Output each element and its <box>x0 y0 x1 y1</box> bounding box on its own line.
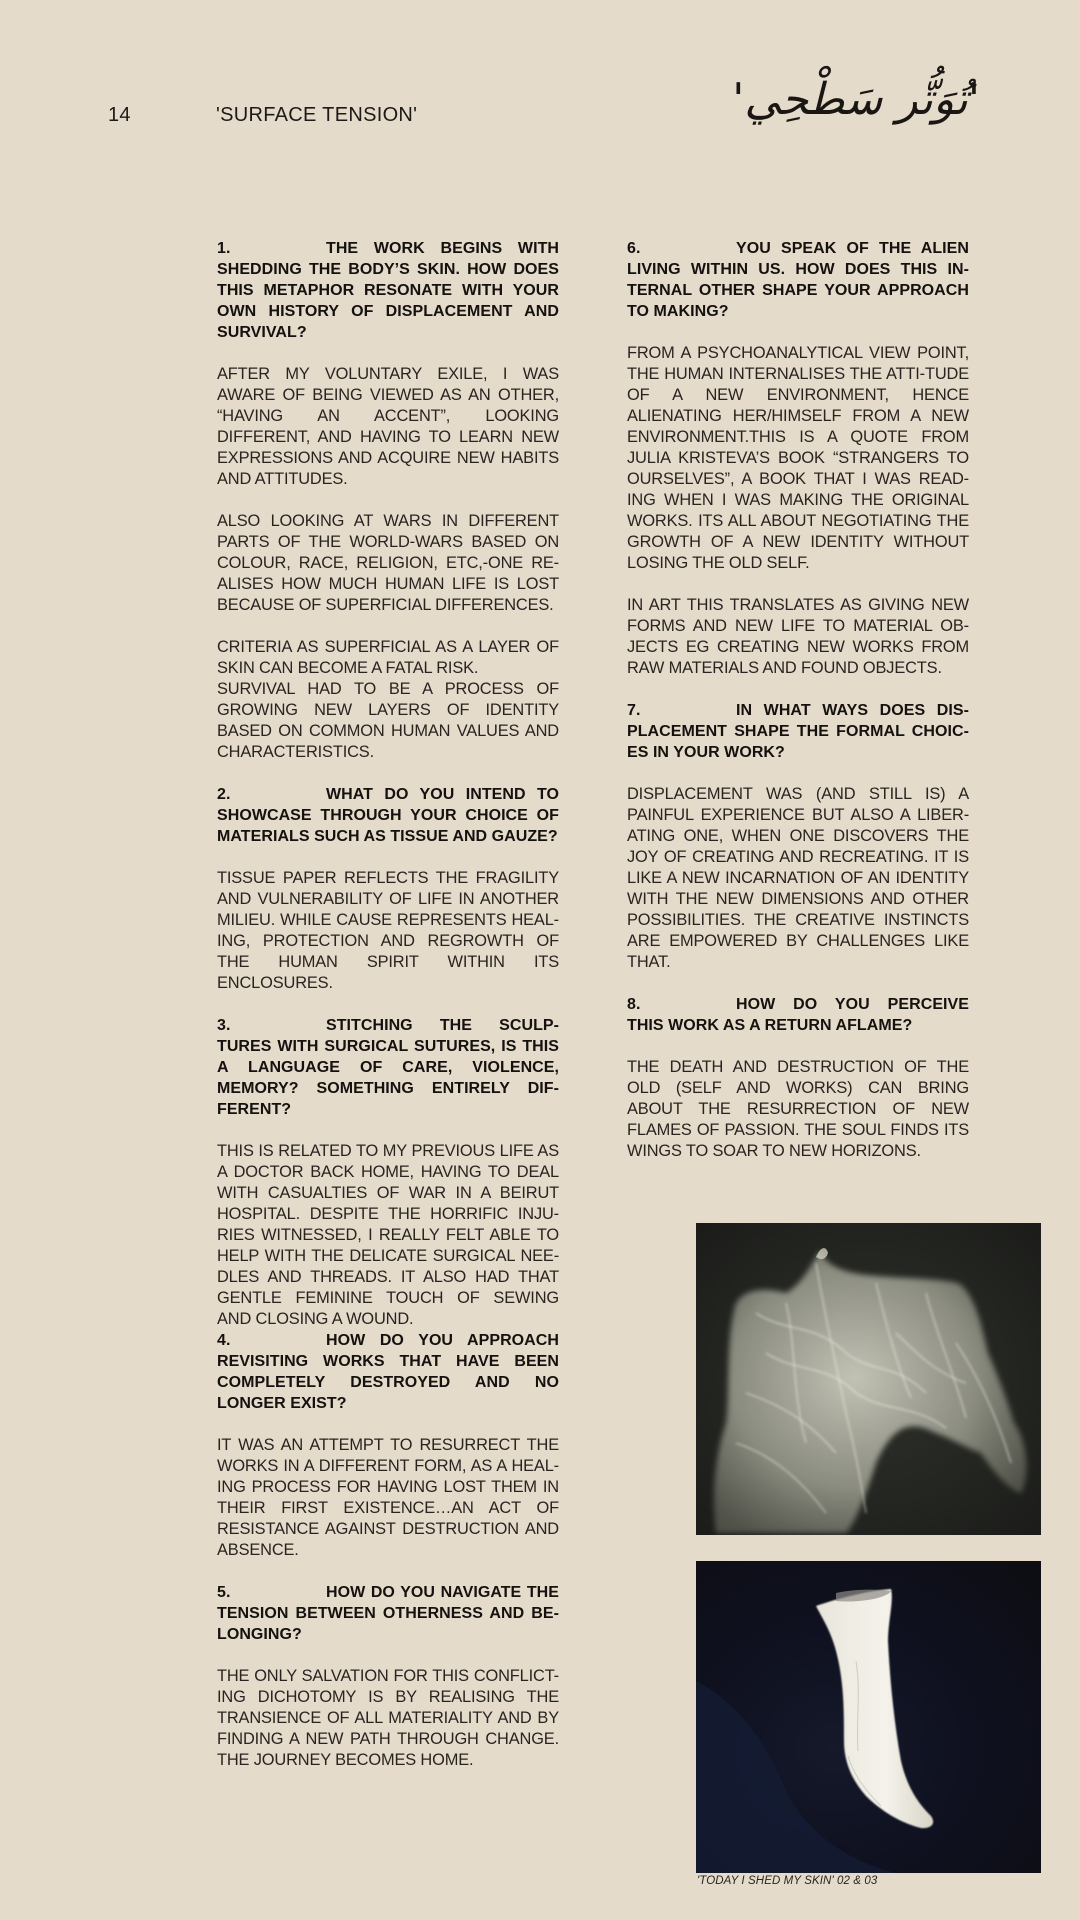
answer-paragraph: FROM A PSYCHOANALYTICAL VIEW POINT, THE HUMAN INTERNALISES THE ATTI-TUDE OF A NEW ENVIRONMENT, HENCE ALIENATING HER/HIMSELF FROM A NEW ENVIRONMENT.THIS IS A QUOTE FROM JULIA KRISTEVA’S BOOK “STRANGERS TO OURSELVES”, A BOOK THAT I WAS READ-ING WHEN I WAS MAKING THE ORIGINAL WORKS. ITS ALL ABOUT NEGOTIATING THE GROWTH OF A NEW IDENTITY WITHOUT LOSING THE OLD SELF. <box>627 344 969 572</box>
section-title-arabic: 'تُوَتُّر سَطْحِي' <box>732 74 980 125</box>
question-number: 7. <box>627 702 641 719</box>
question-number: 8. <box>627 996 641 1013</box>
answer-paragraph: THE DEATH AND DESTRUCTION OF THE OLD (SELF AND WORKS) CAN BRING ABOUT THE RESURRECTION OF NEW FLAMES OF PASSION. THE SOUL FINDS ITS WINGS TO SOAR TO NEW HORIZONS. <box>627 1058 969 1160</box>
qa-item-3 <box>217 1015 559 1330</box>
artwork-photo-torso <box>696 1223 1041 1535</box>
answer-paragraph: IN ART THIS TRANSLATES AS GIVING NEW FORMS AND NEW LIFE TO MATERIAL OB-JECTS EG CREATING NEW WORKS FROM RAW MATERIALS AND FOUND OBJECTS. <box>627 596 969 677</box>
answer-paragraph: THE ONLY SALVATION FOR THIS CONFLICT-ING DICHOTOMY IS BY REALISING THE TRANSIENCE OF ALL MATERIALITY AND BY FINDING A NEW PATH THROUGH CHANGE. THE JOURNEY BECOMES HOME. <box>217 1667 559 1769</box>
qa-item-6 <box>627 238 969 679</box>
tissue-torso-illustration <box>696 1223 1041 1535</box>
question-text: WHAT DO YOU INTEND TO SHOWCASE THROUGH YOUR CHOICE OF MATERIALS SUCH AS TISSUE AND GAUZE? <box>217 786 559 845</box>
question-text: YOU SPEAK OF THE ALIEN LIVING WITHIN US. HOW DOES THIS IN-TERNAL OTHER SHAPE YOUR APPROACH TO MAKING? <box>627 240 969 320</box>
section-title: 'SURFACE TENSION' <box>216 104 418 126</box>
qa-item-4 <box>217 1330 559 1561</box>
question-number: 5. <box>217 1584 231 1601</box>
qa-item-7 <box>627 700 969 973</box>
qa-item-5 <box>217 1582 559 1771</box>
question-3 <box>217 1015 559 1120</box>
question-number: 3. <box>217 1017 231 1034</box>
left-column <box>217 238 559 1792</box>
answer-paragraph: TISSUE PAPER REFLECTS THE FRAGILITY AND VULNERABILITY OF LIFE IN ANOTHER MILIEU. WHILE CAUSE REPRESENTS HEAL-ING, PROTECTION AND REGROWTH OF THE HUMAN SPIRIT WITHIN ITS ENCLOSURES. <box>217 869 559 992</box>
question-6 <box>627 238 969 322</box>
answer-paragraph: THIS IS RELATED TO MY PREVIOUS LIFE AS A DOCTOR BACK HOME, HAVING TO DEAL WITH CASUALTIES OF WAR IN A BEIRUT HOSPITAL. DESPITE THE HORRIFIC INJU-RIES WITNESSED, I REALLY FELT ABLE TO HELP WITH THE DELICATE SURGICAL NEE-DLES AND THREADS. IT ALSO HAD THAT GENTLE FEMININE TOUCH OF SEWING AND CLOSING A WOUND. <box>217 1142 559 1328</box>
question-4 <box>217 1330 559 1414</box>
question-8 <box>627 994 969 1036</box>
question-text: HOW DO YOU APPROACH REVISITING WORKS THAT HAVE BEEN COMPLETELY DESTROYED AND NO LONGER EXIST? <box>217 1332 559 1412</box>
answer-paragraph: SURVIVAL HAD TO BE A PROCESS OF GROWING NEW LAYERS OF IDENTITY BASED ON COMMON HUMAN VALUES AND CHARACTERISTICS. <box>217 680 559 761</box>
question-number: 2. <box>217 786 231 803</box>
artwork-photo-leg <box>696 1561 1041 1873</box>
answer-paragraph: IT WAS AN ATTEMPT TO RESURRECT THE WORKS IN A DIFFERENT FORM, AS A HEAL-ING PROCESS FOR HAVING LOST THEM IN THEIR FIRST EXISTENCE…AN ACT OF RESISTANCE AGAINST DESTRUCTION AND ABSENCE. <box>217 1436 559 1559</box>
answer-paragraph: AFTER MY VOLUNTARY EXILE, I WAS AWARE OF BEING VIEWED AS AN OTHER, “HAVING AN ACCENT”, LOOKING DIFFERENT, AND HAVING TO LEARN NEW EXPRESSIONS AND ACQUIRE NEW HABITS AND ATTITUDES. <box>217 365 559 488</box>
question-number: 6. <box>627 240 641 257</box>
question-number: 4. <box>217 1332 231 1349</box>
qa-item-2 <box>217 784 559 994</box>
question-text: IN WHAT WAYS DOES DIS-PLACEMENT SHAPE THE FORMAL CHOIC-ES IN YOUR WORK? <box>627 702 969 761</box>
qa-item-1 <box>217 238 559 763</box>
question-text: THE WORK BEGINS WITH SHEDDING THE BODY’S SKIN. HOW DOES THIS METAPHOR RESONATE WITH YOUR OWN HISTORY OF DISPLACEMENT AND SURVIVAL? <box>217 240 559 341</box>
question-1 <box>217 238 559 343</box>
right-column <box>627 238 969 1183</box>
gauze-leg-illustration <box>696 1561 1041 1873</box>
question-2 <box>217 784 559 847</box>
qa-item-8 <box>627 994 969 1162</box>
question-5 <box>217 1582 559 1645</box>
answer-paragraph: CRITERIA AS SUPERFICIAL AS A LAYER OF SKIN CAN BECOME A FATAL RISK. <box>217 638 559 677</box>
page-number: 14 <box>108 104 131 126</box>
question-7 <box>627 700 969 763</box>
question-text: HOW DO YOU NAVIGATE THE TENSION BETWEEN OTHERNESS AND BE-LONGING? <box>217 1584 559 1643</box>
question-number: 1. <box>217 240 231 257</box>
answer-paragraph: ALSO LOOKING AT WARS IN DIFFERENT PARTS OF THE WORLD-WARS BASED ON COLOUR, RACE, RELIGION, ETC,-ONE RE-ALISES HOW MUCH HUMAN LIFE IS LOST BECAUSE OF SUPERFICIAL DIFFERENCES. <box>217 512 559 614</box>
figure-caption: 'TODAY I SHED MY SKIN' 02 & 03 <box>697 1875 878 1887</box>
question-text: STITCHING THE SCULP-TURES WITH SURGICAL SUTURES, IS THIS A LANGUAGE OF CARE, VIOLENCE, MEMORY? SOMETHING ENTIRELY DIF-FERENT? <box>217 1017 559 1118</box>
answer-paragraph: DISPLACEMENT WAS (AND STILL IS) A PAINFUL EXPERIENCE BUT ALSO A LIBER-ATING ONE, WHEN ONE DISCOVERS THE JOY OF CREATING AND RECREATING. IT IS LIKE A NEW INCARNATION OF AN IDENTITY WITH THE NEW DIMENSIONS AND OTHER POSSIBILITIES. THE CREATIVE INSTINCTS ARE EMPOWERED BY CHALLENGES LIKE THAT. <box>627 785 969 971</box>
question-text: HOW DO YOU PERCEIVE THIS WORK AS A RETURN AFLAME? <box>627 996 969 1034</box>
